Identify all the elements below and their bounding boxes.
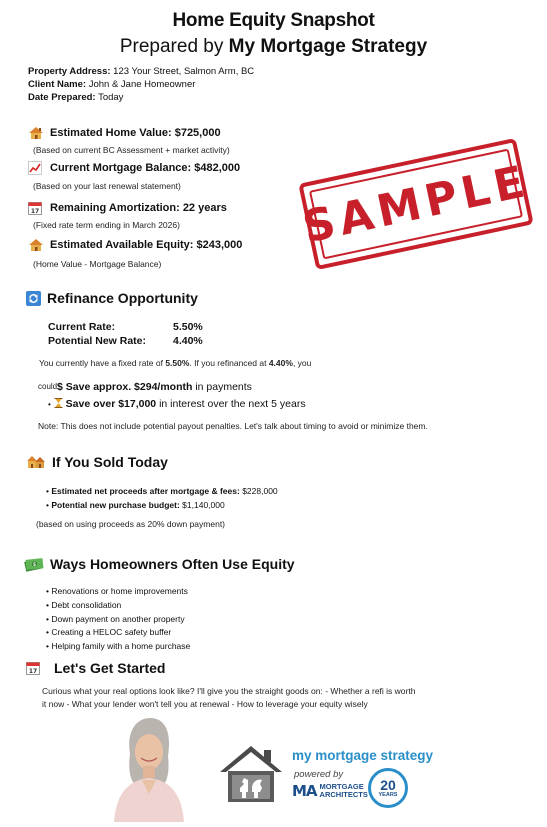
page-subtitle: Prepared by My Mortgage Strategy bbox=[119, 36, 428, 57]
stat-home-value-note: (Based on current BC Assessment + market activity) bbox=[33, 145, 230, 155]
start-text: Curious what your real options look like? I'll give you the straight goods on: - Whether a refi is worth it now - What your lender won't tell you at renewal - How to leverage your equity wisely bbox=[42, 686, 416, 709]
client-name: Client Name: John & Jane Homeowner bbox=[28, 79, 196, 90]
refinance-text: You currently have a fixed rate of 5.50%. If you refinanced at 4.40%, you bbox=[39, 358, 312, 368]
stat-mortgage-balance: Current Mortgage Balance: $482,000 bbox=[28, 161, 240, 175]
refinance-note: Note: This does not include potential payout penalties. Let's talk about timing to avoid or minimize them. bbox=[38, 421, 428, 431]
list-item: • Helping family with a home purchase bbox=[46, 641, 191, 652]
svg-text:17: 17 bbox=[28, 668, 38, 675]
sold-purchase-budget: • Potential new purchase budget: $1,140,000 bbox=[46, 500, 225, 510]
start-heading: 17 Let's Get Started bbox=[26, 660, 165, 676]
houses-icon bbox=[26, 454, 46, 470]
stat-amortization: 17 Remaining Amortization: 22 years bbox=[28, 201, 227, 215]
list-item: • Debt consolidation bbox=[46, 599, 122, 610]
sold-note: (based on using proceeds as 20% down payment) bbox=[36, 519, 226, 529]
ways-list bbox=[46, 585, 190, 654]
house-icon bbox=[28, 126, 42, 140]
ma-icon: MA bbox=[292, 782, 317, 800]
chart-icon bbox=[28, 161, 42, 175]
current-rate-label: Current Rate: bbox=[48, 321, 116, 333]
sold-net-proceeds: • Estimated net proceeds after mortgage & fees: $228,000 bbox=[46, 486, 278, 496]
mortgage-architects-logo: MA MORTGAGE ARCHITECTS bbox=[292, 782, 368, 800]
save-monthly: $ Save approx. $294/month in payments bbox=[57, 381, 252, 393]
stat-home-value: Estimated Home Value: $725,000 bbox=[28, 126, 221, 140]
list-item: • Down payment on another property bbox=[46, 613, 185, 624]
meta-block bbox=[28, 65, 254, 104]
svg-text:17: 17 bbox=[30, 208, 40, 215]
stat-available-equity: Estimated Available Equity: $243,000 bbox=[28, 238, 242, 252]
stat-available-equity-note: (Home Value - Mortgage Balance) bbox=[33, 259, 162, 269]
property-address: Property Address: 123 Your Street, Salmon Arm, BC bbox=[28, 66, 255, 77]
date-prepared: Date Prepared: Today bbox=[28, 92, 124, 103]
anniversary-badge: 20 YEARS bbox=[368, 768, 408, 808]
could-text: could bbox=[38, 382, 58, 391]
stat-mortgage-balance-note: (Based on your last renewal statement) bbox=[33, 181, 181, 191]
ways-heading: $ Ways Homeowners Often Use Equity bbox=[24, 556, 295, 572]
new-rate-value: 4.40% bbox=[173, 335, 203, 347]
advisor-photo bbox=[108, 714, 188, 822]
svg-text:$: $ bbox=[32, 562, 37, 568]
save-interest: • Save over $17,000 in interest over the next 5 years bbox=[48, 398, 306, 410]
dollar-icon: $ bbox=[57, 381, 63, 393]
stat-amortization-note: (Fixed rate term ending in March 2026) bbox=[33, 220, 180, 230]
logo-house-icon bbox=[218, 744, 284, 804]
current-rate-value: 5.50% bbox=[173, 321, 203, 333]
house-icon bbox=[28, 238, 42, 252]
powered-by: powered by bbox=[294, 769, 344, 780]
money-icon bbox=[24, 556, 44, 572]
brand-name: my mortgage strategy bbox=[292, 748, 434, 763]
refresh-icon bbox=[26, 291, 41, 306]
refinance-heading: Refinance Opportunity bbox=[26, 290, 198, 306]
list-item: • Renovations or home improvements bbox=[46, 586, 188, 596]
calendar-icon bbox=[26, 661, 40, 675]
page-title: Home Equity Snapshot bbox=[172, 10, 375, 31]
sold-heading: If You Sold Today bbox=[26, 454, 168, 470]
list-item: • Creating a HELOC safety buffer bbox=[46, 627, 172, 638]
hourglass-icon bbox=[54, 398, 63, 408]
sample-stamp: SAMPLE bbox=[298, 138, 533, 270]
calendar-icon bbox=[28, 201, 42, 215]
new-rate-label: Potential New Rate: bbox=[48, 335, 147, 347]
